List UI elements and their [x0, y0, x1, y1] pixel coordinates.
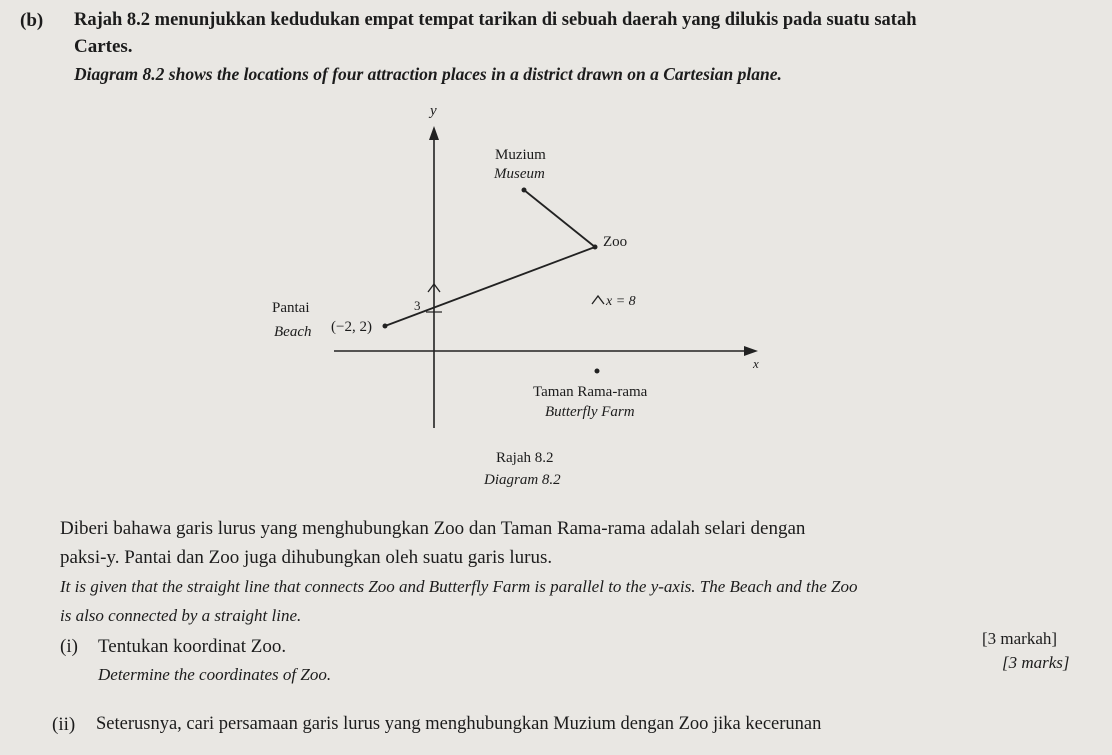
given-en-line2: is also connected by a straight line. — [60, 606, 302, 625]
museum-zoo-line — [524, 190, 595, 247]
given-en-line1: It is given that the straight line that connects Zoo and Butterfly Farm is parallel to the y-axis. The Beach and the Zoo — [60, 577, 858, 596]
part-i-ms: Tentukan koordinat Zoo. — [98, 636, 287, 657]
beach-label-ms: Pantai — [272, 300, 310, 316]
caption-ms: Rajah 8.2 — [496, 450, 554, 466]
parallel-mark-x8 — [592, 296, 604, 304]
part-i-marks-ms: [3 markah] — [982, 629, 1058, 648]
y-intercept-label: 3 — [414, 298, 421, 313]
part-ii-label: (ii) — [52, 714, 76, 735]
given-ms-line1: Diberi bahawa garis lurus yang menghubungkan Zoo dan Taman Rama-rama adalah selari dengan — [60, 518, 806, 539]
part-ii-ms: Seterusnya, cari persamaan garis lurus yang menghubungkan Muzium dengan Zoo jika kecerunan — [96, 714, 822, 734]
farm-label-ms: Taman Rama-rama — [533, 384, 648, 400]
farm-label-en: Butterfly Farm — [545, 404, 635, 420]
museum-point — [522, 188, 527, 193]
x-axis-arrow — [744, 346, 758, 356]
farm-point — [595, 369, 600, 374]
beach-point — [383, 324, 388, 329]
beach-coordinate: (−2, 2) — [331, 319, 372, 335]
intro-ms-line2: Cartes. — [74, 36, 133, 57]
zoo-label: Zoo — [603, 234, 628, 250]
line-x8-label: x = 8 — [606, 294, 636, 309]
part-i-en: Determine the coordinates of Zoo. — [98, 665, 332, 684]
part-i-label: (i) — [60, 636, 78, 657]
museum-label-en: Museum — [494, 166, 545, 182]
y-axis-arrow — [429, 126, 439, 140]
intro-en: Diagram 8.2 shows the locations of four attraction places in a district drawn on a Cartesian plane. — [74, 64, 782, 84]
x-axis-label: x — [753, 356, 759, 371]
y-axis-label: y — [430, 103, 437, 119]
part-label: (b) — [20, 10, 44, 31]
caption-en: Diagram 8.2 — [484, 472, 561, 488]
beach-zoo-line — [385, 247, 595, 326]
zoo-point — [593, 245, 598, 250]
part-i-marks-en: [3 marks] — [1002, 653, 1070, 672]
beach-label-en: Beach — [274, 324, 312, 340]
museum-label-ms: Muzium — [495, 147, 546, 163]
given-ms-line2: paksi-y. Pantai dan Zoo juga dihubungkan oleh suatu garis lurus. — [60, 547, 553, 568]
intro-ms-line1: Rajah 8.2 menunjukkan kedudukan empat tempat tarikan di sebuah daerah yang dilukis pada suatu satah — [74, 10, 917, 30]
